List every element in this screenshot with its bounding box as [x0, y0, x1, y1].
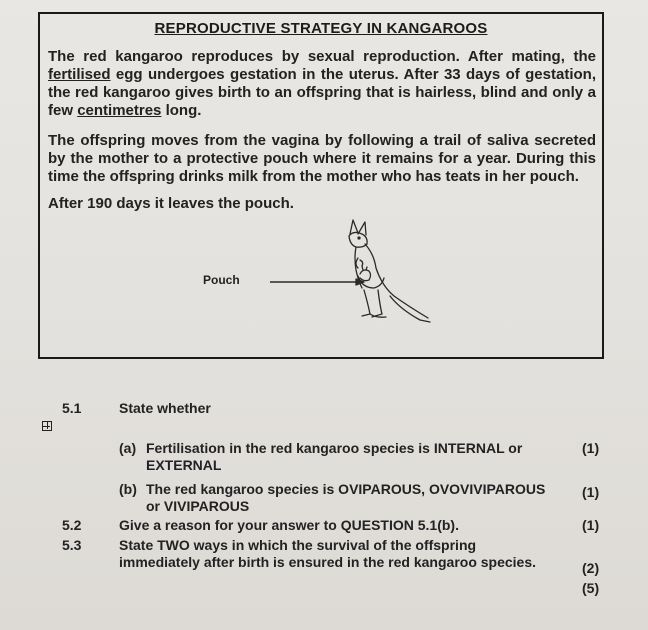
question-5-1b-text: The red kangaroo species is OVIPAROUS, OVOVIVIPAROUS or VIVIPAROUS: [146, 481, 546, 514]
question-5-2-number: 5.2: [62, 517, 82, 533]
question-5-2-mark: (1): [582, 517, 600, 533]
kangaroo-leg-back: [372, 290, 382, 317]
p1-underlined-centimetres: centimetres: [77, 102, 162, 119]
paragraph-pouch: The offspring moves from the vagina by following a trail of saliva secreted by the mother to a protective pouch where it remains for a year. During this time the offspring drinks milk from the mother who has teats in her pouch.: [48, 132, 596, 185]
p1-underlined-fertilised: fertilised: [48, 66, 111, 83]
p1-text-2: egg undergoes gestation in the uterus. After 33 days of gestation, the red kangaroo gives birth to an offspring that is hairless, blind and only a few: [48, 66, 596, 119]
kangaroo-back: [365, 244, 428, 318]
question-5-1a-mark: (1): [582, 440, 600, 456]
question-5-3-number: 5.3: [62, 537, 82, 553]
kangaroo-eye: [358, 237, 360, 239]
question-5-1a-text: Fertilisation in the red kangaroo species is INTERNAL or EXTERNAL: [146, 440, 523, 473]
paragraph-leaves-pouch: After 190 days it leaves the pouch.: [48, 195, 294, 212]
p1-text-3: long.: [161, 102, 202, 119]
question-5-2-text: Give a reason for your answer to QUESTION 5.1(b).: [119, 517, 459, 533]
pouch-label: Pouch: [203, 273, 240, 287]
question-5-1-number: 5.1: [62, 400, 82, 416]
joey-in-pouch: [360, 270, 371, 281]
question-5-1b-mark: (1): [582, 484, 600, 500]
question-5-1a-label: (a): [119, 440, 137, 456]
joey-ear: [362, 266, 367, 270]
p1-text-1: The red kangaroo reproduces by sexual reproduction. After mating, the: [48, 48, 596, 65]
info-box-title: REPRODUCTIVE STRATEGY IN KANGAROOS: [154, 20, 488, 37]
info-box: [38, 12, 604, 359]
question-5-1-text: State whether: [119, 400, 211, 416]
kangaroo-illustration: [270, 214, 440, 324]
question-total-mark: (5): [582, 580, 600, 596]
question-5-3-text: State TWO ways in which the survival of the offspring immediately after birth is ensured in the red kangaroo species.: [119, 537, 537, 570]
question-5-1b-label: (b): [119, 481, 137, 497]
paragraph-reproduction: [48, 48, 596, 120]
kangaroo-tail: [390, 296, 430, 322]
expand-plus-icon[interactable]: [42, 421, 52, 431]
kangaroo-leg-front: [362, 290, 370, 316]
question-5-3-mark: (2): [582, 560, 600, 576]
